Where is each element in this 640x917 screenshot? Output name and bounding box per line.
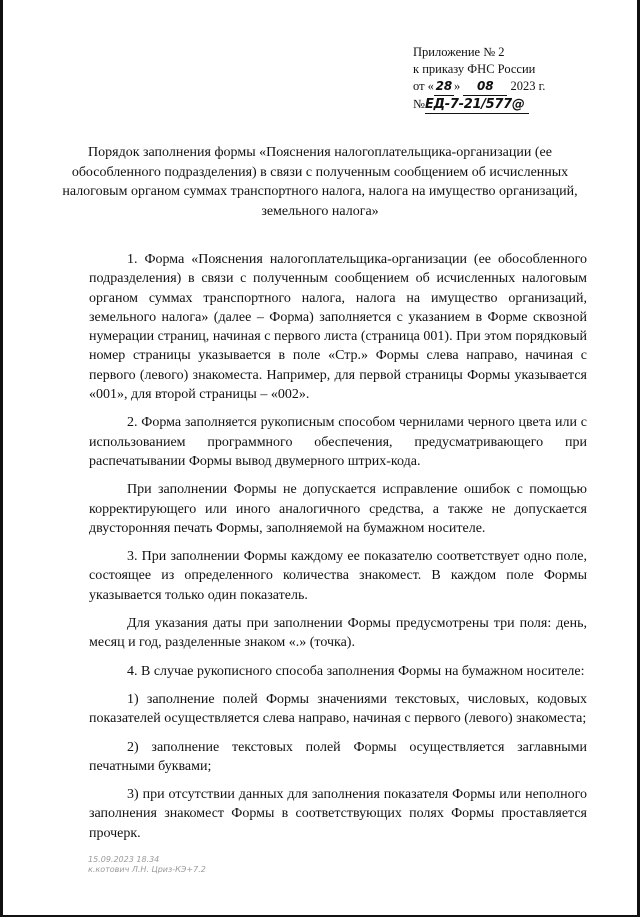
paragraph-9: 3) при отсутствии данных для заполнения показателя Формы или неполного заполнения знакомест Формы в соответствующих полях Формы проставляется прочерк. xyxy=(89,787,587,841)
paragraph-7: 1) заполнение полей Формы значениями текстовых, числовых, кодовых показателей осуществляется слева направо, начиная с первого (левого) знакоместа; xyxy=(89,691,587,727)
date-month: 08 xyxy=(463,78,507,96)
order-number: ЕД-7-21/577@ xyxy=(425,96,529,114)
document-body xyxy=(89,250,587,852)
date-day: 28 xyxy=(434,78,454,96)
appendix-number xyxy=(413,96,545,114)
date-sep: » xyxy=(453,79,461,93)
appendix-header xyxy=(413,44,545,114)
paragraph-8: 2) заполнение текстовых полей Формы осуществляется заглавными печатными буквами; xyxy=(89,739,587,774)
footer-author: к.котович Л.Н. Цриз-КЭ+7.2 xyxy=(88,865,206,874)
date-prefix: от « xyxy=(413,79,434,93)
footer-timestamp: 15.09.2023 18.34 xyxy=(88,855,160,864)
document-title: Порядок заполнения формы «Пояснения налогоплательщика-организации (ее обособленного подразделения) в связи с полученным сообщением об исчисленных налоговым органом суммах транспортного налога, налога на имущество организаций, земельного налога» xyxy=(62,145,578,219)
appendix-date xyxy=(413,78,545,96)
paragraph-2: 2. Форма заполняется рукописным способом чернилами черного цвета или с использованием программного обеспечения, предусматривающего при распечатывании Формы вывод двумерного штрих-кода. xyxy=(89,415,587,469)
paragraph-5: Для указания даты при заполнении Формы предусмотрены три поля: день, месяц и год, разделенные знаком «.» (точка). xyxy=(89,616,587,651)
paragraph-4: 3. При заполнении Формы каждому ее показателю соответствует одно поле, состоящее из определенного количества знакомест. В каждом поле Формы указывается только один показатель. xyxy=(89,549,587,603)
scan-edge-left xyxy=(0,0,3,917)
number-prefix: № xyxy=(413,97,425,111)
appendix-order-ref: к приказу ФНС России xyxy=(413,62,536,76)
paragraph-3: При заполнении Формы не допускается исправление ошибок с помощью корректирующего или иного аналогичного средства, а также не допускается двусторонняя печать Формы, заполняемой на бумажном носителе. xyxy=(89,482,587,536)
footer-stamp xyxy=(88,855,206,875)
appendix-title: Приложение № 2 xyxy=(413,45,505,59)
date-year: 2023 г. xyxy=(510,79,546,93)
paragraph-1: 1. Форма «Пояснения налогоплательщика-организации (ее обособленного подразделения) в связи с полученным сообщением об исчисленных налоговым органом суммах транспортного налога, налога на имущество организаций, земельного налога» (далее – Форма) заполняется с указанием в Форме сквозной нумерации страниц, начиная с первого листа (страница 001). При этом порядковый номер страницы указывается в поле «Стр.» Формы слева направо, начиная с первого (левого) знакоместа. Например, для первой страницы Формы указывается «001», для второй страницы – «002». xyxy=(89,252,587,403)
paragraph-6: 4. В случае рукописного способа заполнения Формы на бумажном носителе: xyxy=(127,663,585,679)
